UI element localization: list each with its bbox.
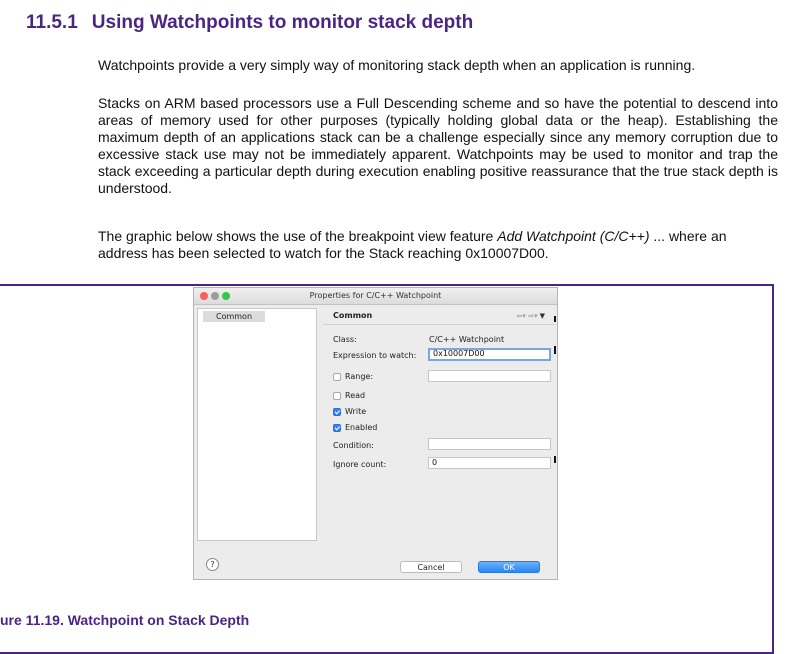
expression-input[interactable]: 0x10007D00: [428, 348, 551, 361]
read-checkbox[interactable]: [333, 392, 341, 400]
maximize-window-icon[interactable]: [222, 292, 230, 300]
edge-mark-1: [554, 316, 556, 322]
paragraph-intro: Watchpoints provide a very simply way of monitoring stack depth when an application is running.: [98, 57, 696, 73]
figure-caption: ure 11.19. Watchpoint on Stack Depth: [0, 612, 250, 628]
range-input[interactable]: [428, 370, 551, 382]
forward-arrow-icon[interactable]: ⇨▾: [528, 312, 538, 320]
paragraph-graphic-text-1: The graphic below shows the use of the breakpoint view feature: [98, 228, 498, 244]
minimize-window-icon[interactable]: [211, 292, 219, 300]
section-heading: [26, 12, 473, 34]
ignore-count-input[interactable]: 0: [428, 457, 551, 469]
write-checkbox[interactable]: [333, 408, 341, 416]
class-label: Class:: [333, 335, 357, 344]
paragraph-stacks: Stacks on ARM based processors use a Full Descending scheme and so have the potential to descend into areas of memory used for other purposes (typically holding global data or the heap). Establishing the maximum depth of an applications stack can be a challenge especially since any memory corruption due to excessive stack use may not be immediately apparent. Watchpoints may be used to monitor and trap the stack exceeding a particular depth during execution enabling positive reassurance that the true stack depth is understood.: [98, 95, 778, 196]
close-window-icon[interactable]: [200, 292, 208, 300]
properties-header: [323, 308, 555, 325]
nav-arrows: [516, 308, 545, 324]
write-label: Write: [345, 407, 367, 416]
enabled-label: Enabled: [345, 423, 378, 432]
range-checkbox[interactable]: [333, 373, 341, 381]
help-icon[interactable]: ?: [206, 558, 219, 571]
paragraph-graphic: [98, 228, 778, 262]
edge-mark-2: [554, 346, 556, 354]
ignore-count-label: Ignore count:: [333, 460, 387, 469]
dialog-titlebar: [194, 288, 557, 305]
dialog-title: Properties for C/C++ Watchpoint: [309, 291, 442, 300]
edge-mark-3: [554, 456, 556, 463]
condition-label: Condition:: [333, 441, 374, 450]
section-title: Using Watchpoints to monitor stack depth: [91, 12, 474, 33]
paragraph-graphic-feature: Add Watchpoint (C/C++): [497, 228, 650, 244]
properties-header-title: Common: [333, 311, 373, 320]
range-label: Range:: [345, 372, 374, 381]
section-number: 11.5.1: [26, 12, 78, 33]
category-item-common[interactable]: Common: [203, 311, 265, 322]
read-label: Read: [345, 391, 366, 400]
view-menu-icon[interactable]: ▼: [539, 312, 545, 320]
paragraph-graphic-text-2: ... where an address has been selected to watch for the Stack reaching 0x10007D00.: [98, 228, 727, 261]
back-arrow-icon[interactable]: ⇦▾: [516, 312, 526, 320]
ok-button[interactable]: OK: [478, 561, 540, 573]
class-value: C/C++ Watchpoint: [429, 335, 505, 344]
properties-pane: [323, 308, 555, 541]
enabled-checkbox[interactable]: [333, 424, 341, 432]
condition-input[interactable]: [428, 438, 551, 450]
category-tree: [197, 308, 317, 541]
cancel-button[interactable]: Cancel: [400, 561, 462, 573]
expression-label: Expression to watch:: [333, 351, 417, 360]
watchpoint-properties-dialog: [193, 287, 558, 580]
